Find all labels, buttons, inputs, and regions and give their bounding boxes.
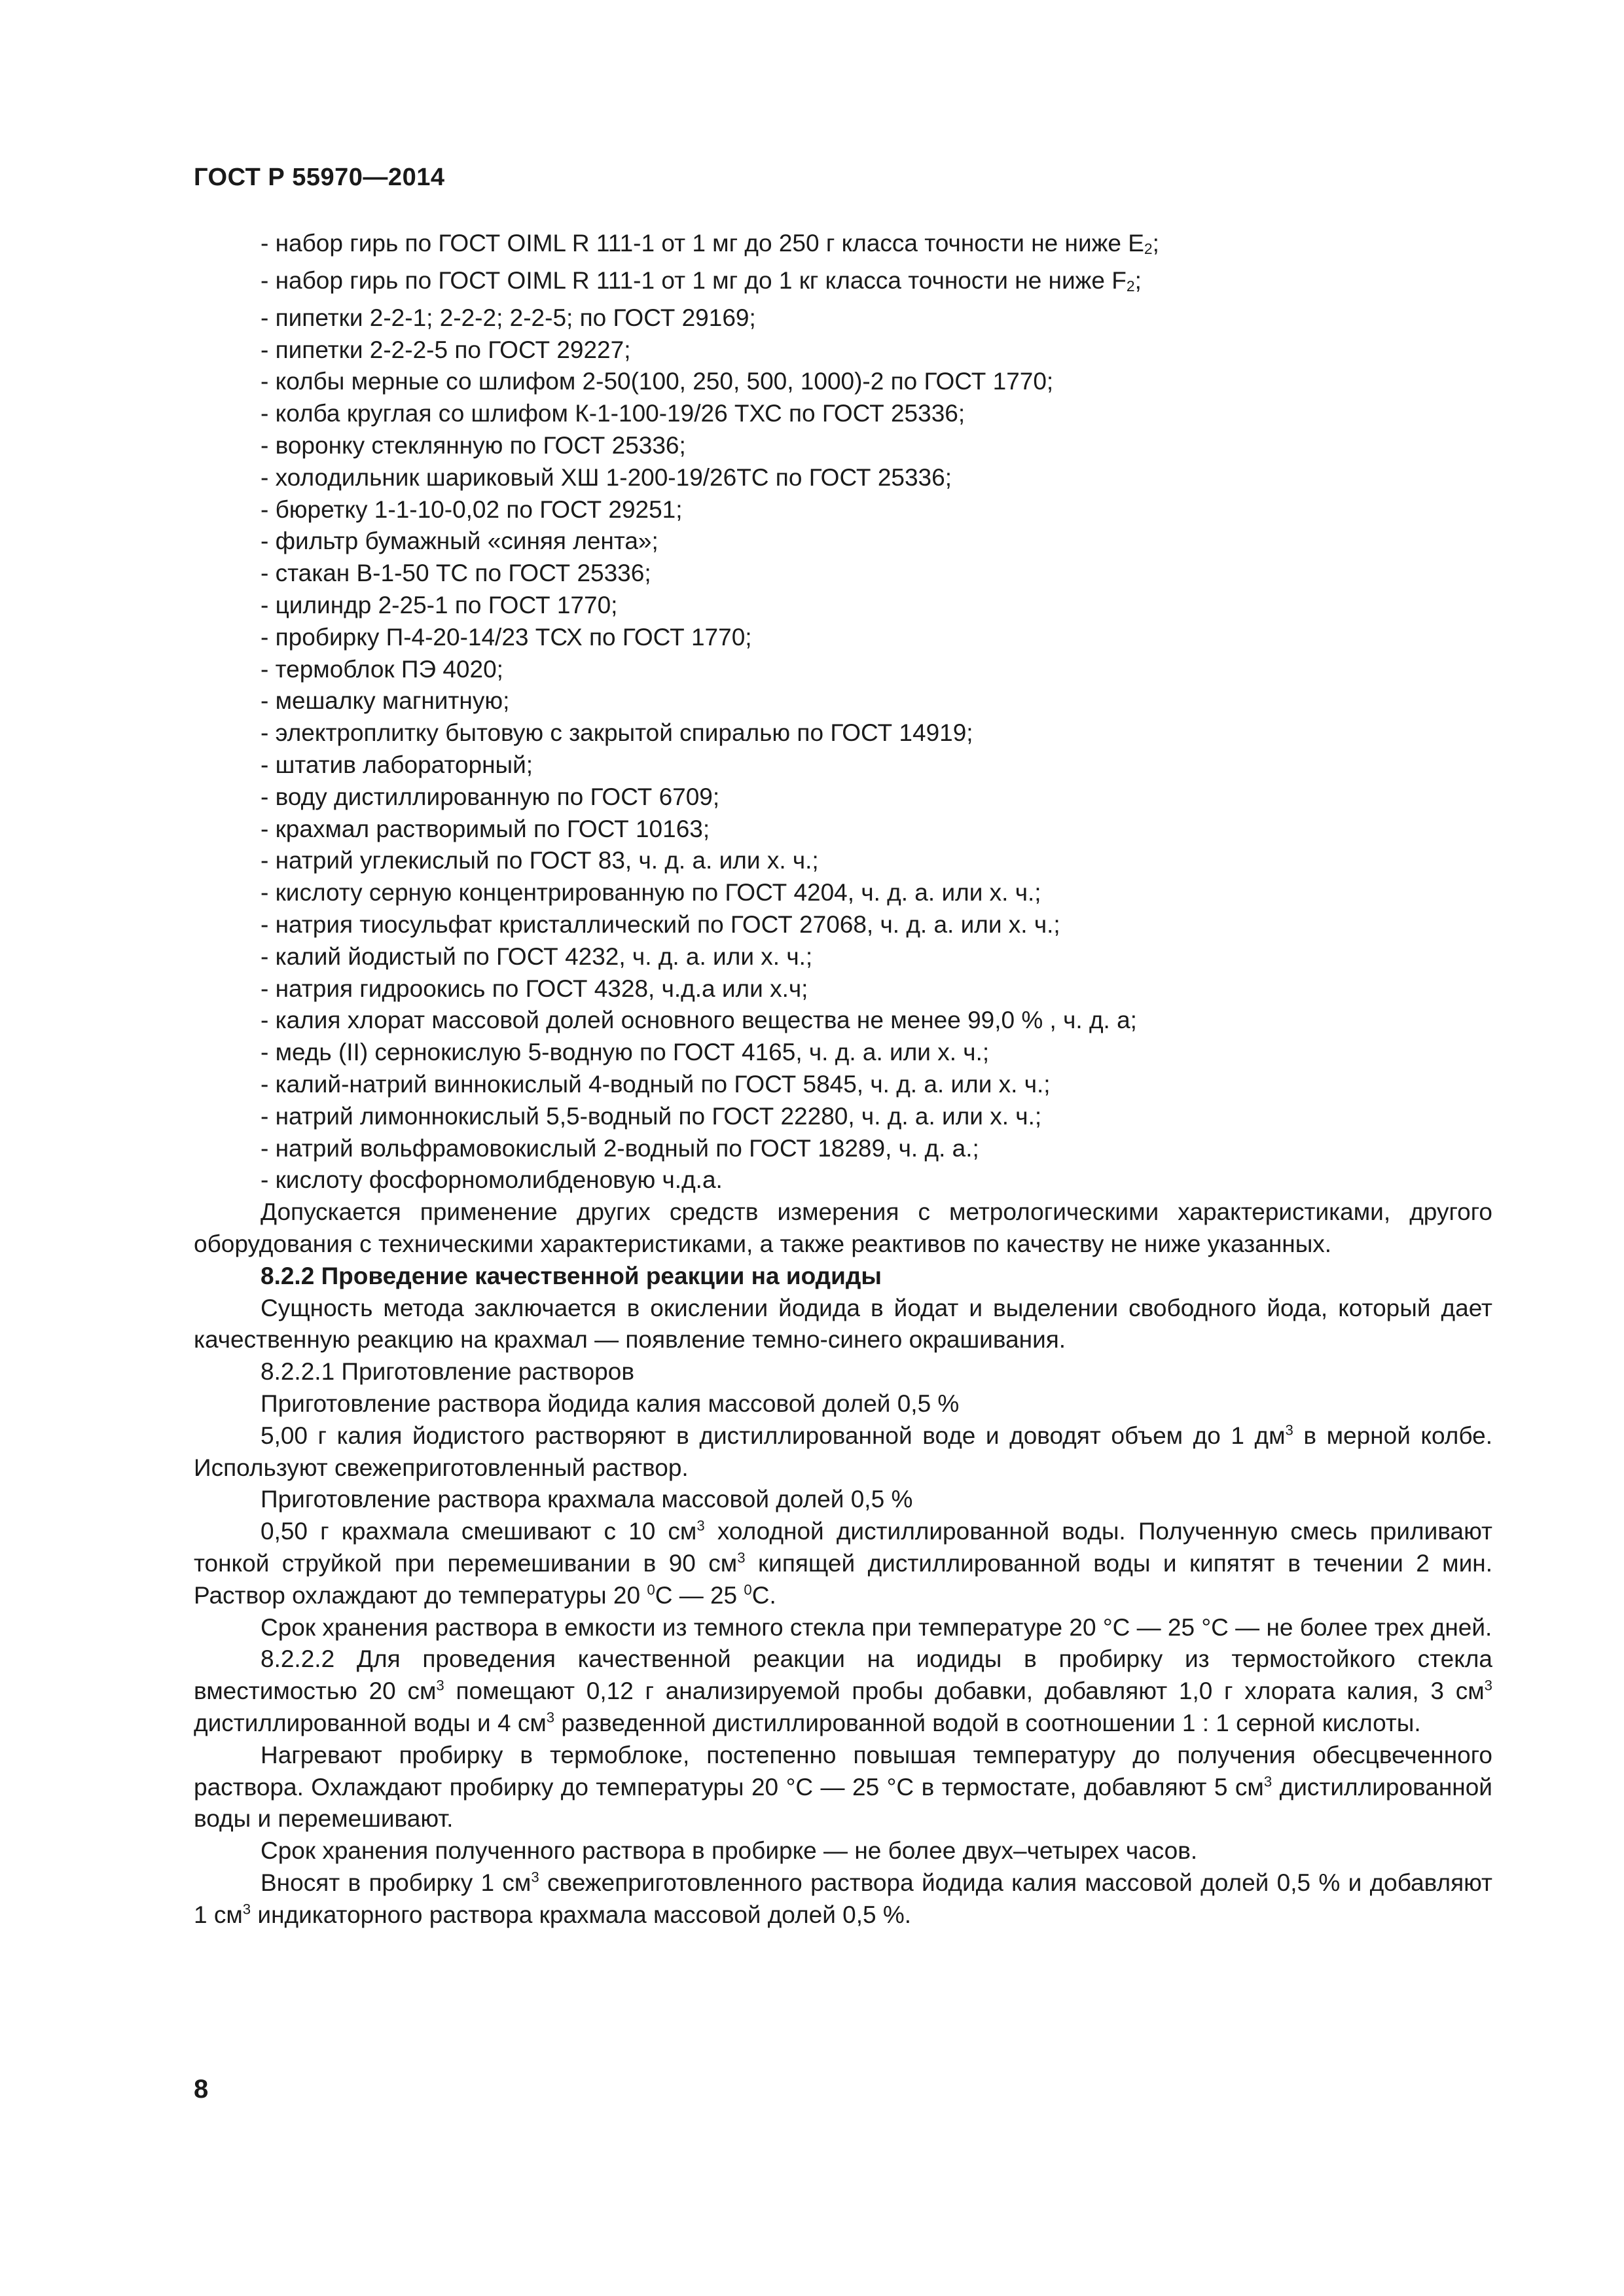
paragraph-storage: Срок хранения раствора в емкости из темного стекла при температуре 20 °С — 25 °С — не более трех дней. (261, 1613, 1492, 1641)
text-run: холодной дистиллированной воды. Полученную смесь приливают тонкой струйкой при перемешивании в 90 см (194, 1518, 1492, 1577)
document-body (194, 228, 1492, 1931)
list-item: - термоблок ПЭ 4020; (261, 655, 503, 683)
section-heading: 8.2.2 Проведение качественной реакции на иодиды (261, 1262, 882, 1289)
list-item: - воду дистиллированную по ГОСТ 6709; (261, 783, 720, 810)
list-item: - натрий углекислый по ГОСТ 83, ч. д. а. или х. ч.; (261, 847, 819, 874)
superscript: 0 (647, 1581, 655, 1598)
list-item-text: - набор гирь по ГОСТ OIML R 111-1 от 1 мг до 250 г класса точности не ниже E (261, 230, 1144, 257)
text-run: 8.2.2.2 Для проведения качественной реакции на иодиды в пробирку из термостойкого стекла вместимостью 20 см (194, 1645, 1492, 1705)
list-item (194, 228, 1492, 265)
list-item: - пипетки 2-2-1; 2-2-2; 2-2-5; по ГОСТ 29169; (261, 304, 756, 331)
list-item: - калий-натрий виннокислый 4-водный по ГОСТ 5845, ч. д. а. или х. ч.; (261, 1070, 1051, 1098)
superscript: 3 (531, 1869, 539, 1886)
text-run: помещают 0,12 г анализируемой пробы добавки, добавляют 1,0 г хлората калия, 3 см (444, 1677, 1485, 1705)
text-run: С — 25 (655, 1581, 744, 1609)
paragraph-allowance: Допускается применение других средств измерения с метрологическими характеристиками, другого оборудования с техническими характеристиками, а также реактивов по качеству не ниже указанных. (194, 1198, 1492, 1257)
document-header: ГОСТ Р 55970—2014 (194, 164, 445, 191)
list-item: - медь (II) сернокислую 5-водную по ГОСТ 4165, ч. д. а. или х. ч.; (261, 1039, 990, 1066)
superscript: 3 (436, 1677, 444, 1694)
list-item: - пробирку П-4-20-14/23 ТСХ по ГОСТ 1770; (261, 623, 752, 651)
superscript: 3 (546, 1709, 555, 1726)
punctuation: ; (1152, 230, 1159, 257)
text-run: Нагревают пробирку в термоблоке, постепенно повышая температуру до получения обесцвеченного раствора. Охлаждают пробирку до температуры 20 °С — 25 °С в термостате, добавляют 5 см (194, 1741, 1492, 1801)
list-item: - натрий вольфрамовокислый 2-водный по ГОСТ 18289, ч. д. а.; (261, 1134, 979, 1162)
subsection-heading: 8.2.2.1 Приготовление растворов (261, 1358, 634, 1386)
text-run: Вносят в пробирку 1 см (261, 1869, 532, 1896)
paragraph-storage-2: Срок хранения полученного раствора в пробирке — не более двух–четырех часов. (261, 1837, 1198, 1865)
list-item: - колбы мерные со шлифом 2-50(100, 250, 500, 1000)-2 по ГОСТ 1770; (261, 368, 1054, 395)
list-item: - цилиндр 2-25-1 по ГОСТ 1770; (261, 592, 618, 619)
list-item: - колба круглая со шлифом К-1-100-19/26 ТХС по ГОСТ 25336; (261, 400, 965, 427)
list-item: - электроплитку бытовую с закрытой спиралью по ГОСТ 14919; (261, 719, 973, 747)
text-run: свежеприготовленного раствора йодида калия массовой долей 0,5 % и добавляют 1 см (194, 1869, 1492, 1928)
list-item: - пипетки 2-2-2-5 по ГОСТ 29227; (261, 336, 631, 363)
list-item: - холодильник шариковый ХШ 1-200-19/26ТС по ГОСТ 25336; (261, 463, 952, 491)
list-item (194, 265, 1492, 302)
paragraph-add (194, 1867, 1492, 1931)
list-item: - мешалку магнитную; (261, 687, 510, 715)
text-run: 0,50 г крахмала смешивают с 10 см (261, 1518, 697, 1545)
text-run: в мерной колбе. Используют свежеприготовленный раствор. (194, 1422, 1493, 1481)
text-run: дистиллированной воды и 4 см (194, 1709, 547, 1736)
paragraph-8222 (194, 1643, 1492, 1739)
list-item: - кислоту фосфорномолибденовую ч.д.а. (261, 1166, 723, 1194)
text-run: С. (751, 1581, 776, 1609)
superscript: 3 (737, 1549, 746, 1566)
punctuation: ; (1134, 266, 1142, 294)
paragraph-essence: Сущность метода заключается в окислении йодида в йодат и выделении свободного йода, который дает качественную реакцию на крахмал — появление темно-синего окрашивания. (194, 1294, 1492, 1354)
list-item: - натрий лимоннокислый 5,5-водный по ГОСТ 22280, ч. д. а. или х. ч.; (261, 1102, 1042, 1130)
list-item-text: - набор гирь по ГОСТ OIML R 111-1 от 1 мг до 1 кг класса точности не ниже F (261, 266, 1127, 294)
superscript: 3 (1263, 1772, 1272, 1789)
paragraph-prep-ki (194, 1420, 1492, 1484)
superscript: 3 (1484, 1677, 1492, 1694)
list-item: - крахмал растворимый по ГОСТ 10163; (261, 815, 710, 842)
superscript: 3 (1285, 1421, 1293, 1438)
list-item: - стакан В-1-50 ТС по ГОСТ 25336; (261, 560, 651, 587)
list-item: - калия хлорат массовой долей основного вещества не менее 99,0 % , ч. д. а; (261, 1007, 1137, 1034)
list-item: - натрия гидроокись по ГОСТ 4328, ч.д.а или х.ч; (261, 975, 808, 1002)
list-item: - штатив лабораторный; (261, 751, 533, 778)
subscript: 2 (1126, 278, 1135, 295)
subscript: 2 (1144, 240, 1153, 258)
prep-title: Приготовление раствора крахмала массовой долей 0,5 % (261, 1486, 913, 1513)
superscript: 3 (242, 1900, 251, 1917)
list-item: - натрия тиосульфат кристаллический по ГОСТ 27068, ч. д. а. или х. ч.; (261, 910, 1060, 938)
list-item: - бюретку 1-1-10-0,02 по ГОСТ 29251; (261, 495, 683, 523)
list-item: - кислоту серную концентрированную по ГОСТ 4204, ч. д. а. или х. ч.; (261, 879, 1041, 906)
superscript: 3 (696, 1517, 705, 1534)
paragraph-heating (194, 1740, 1492, 1835)
text-run: дистиллированной воды и перемешивают. (194, 1773, 1492, 1833)
text-run: 5,00 г калия йодистого растворяют в дистиллированной воде и доводят объем до 1 дм (261, 1422, 1286, 1449)
superscript: 0 (744, 1581, 752, 1598)
list-item: - фильтр бумажный «синяя лента»; (261, 528, 659, 555)
text-run: кипящей дистиллированной воды и кипятят в течении 2 мин. Раствор охлаждают до температуры 20 (194, 1549, 1492, 1609)
text-run: индикаторного раствора крахмала массовой долей 0,5 %. (251, 1901, 912, 1928)
list-item: - калий йодистый по ГОСТ 4232, ч. д. а. или х. ч.; (261, 942, 813, 970)
paragraph-starch (194, 1516, 1492, 1611)
page-number: 8 (194, 2075, 209, 2104)
list-item: - воронку стеклянную по ГОСТ 25336; (261, 432, 686, 459)
prep-title: Приготовление раствора йодида калия массовой долей 0,5 % (261, 1390, 960, 1417)
text-run: разведенной дистиллированной водой в соотношении 1 : 1 серной кислоты. (554, 1709, 1421, 1736)
